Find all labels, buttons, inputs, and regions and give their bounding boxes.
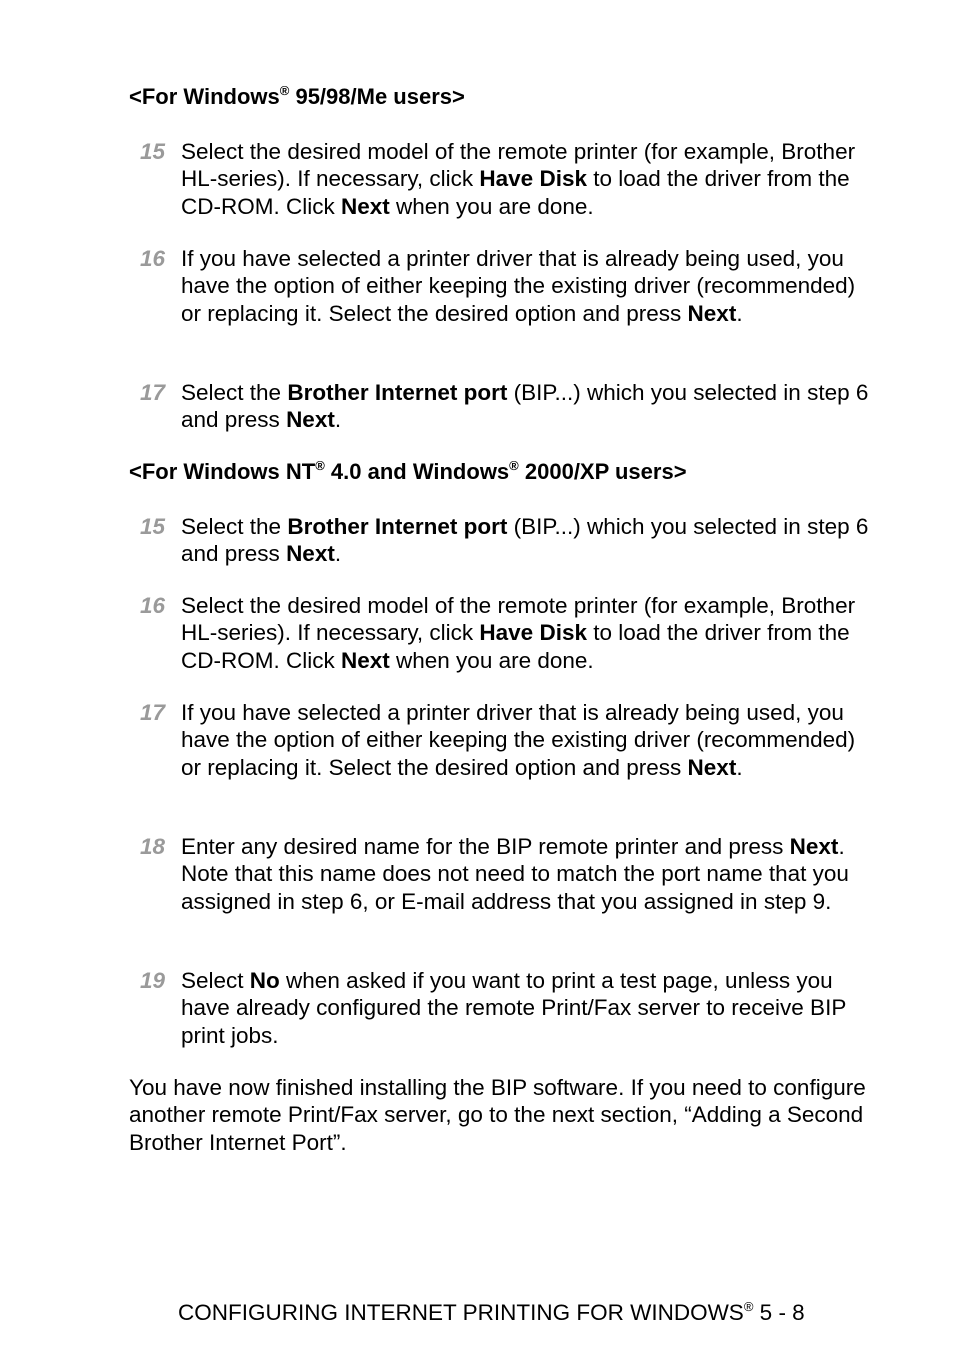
step-text: Select the Brother Internet port (BIP...) which you selected in step 6 and press Next. — [181, 514, 869, 567]
step-text: Enter any desired name for the BIP remote printer and press Next. Note that this name does not need to match the port name that you assigned in step 6, or E-mail address that you assigned in step 9. — [181, 834, 849, 914]
step-text: Select No when asked if you want to print a test page, unless you have already configured the remote Print/Fax server to receive BIP print jobs. — [181, 968, 846, 1048]
step-text: If you have selected a printer driver that is already being used, you have the option of either keeping the existing driver (recommended) or replacing it. Select the desired option and press Next. — [181, 700, 856, 780]
step-number: 16 — [140, 593, 166, 618]
step-number: 19 — [140, 968, 166, 993]
step-number: 17 — [140, 700, 166, 725]
step-text: Select the desired model of the remote printer (for example, Brother HL-series). If necessary, click Have Disk to load the driver from the CD-ROM. Click Next when you are done. — [181, 593, 856, 673]
step-number: 16 — [140, 246, 166, 271]
section-heading-win9x: <For Windows® 95/98/Me users> — [129, 83, 465, 109]
step-text: Select the desired model of the remote printer (for example, Brother HL-series). If necessary, click Have Disk to load the driver from the CD-ROM. Click Next when you are done. — [181, 139, 856, 219]
step-text: Select the Brother Internet port (BIP...) which you selected in step 6 and press Next. — [181, 380, 869, 433]
step-number: 15 — [140, 139, 166, 164]
step-number: 15 — [140, 514, 166, 539]
page-footer: CONFIGURING INTERNET PRINTING FOR WINDOWS® 5 - 8 — [178, 1299, 805, 1325]
step-text: If you have selected a printer driver that is already being used, you have the option of either keeping the existing driver (recommended) or replacing it. Select the desired option and press Next. — [181, 246, 856, 326]
step-number: 17 — [140, 380, 166, 405]
section-heading-winnt: <For Windows NT® 4.0 and Windows® 2000/XP users> — [129, 458, 687, 484]
step-number: 18 — [140, 834, 166, 859]
closing-paragraph: You have now finished installing the BIP software. If you need to configure another remote Print/Fax server, go to the next section, “Adding a Second Brother Internet Port”. — [129, 1075, 866, 1155]
